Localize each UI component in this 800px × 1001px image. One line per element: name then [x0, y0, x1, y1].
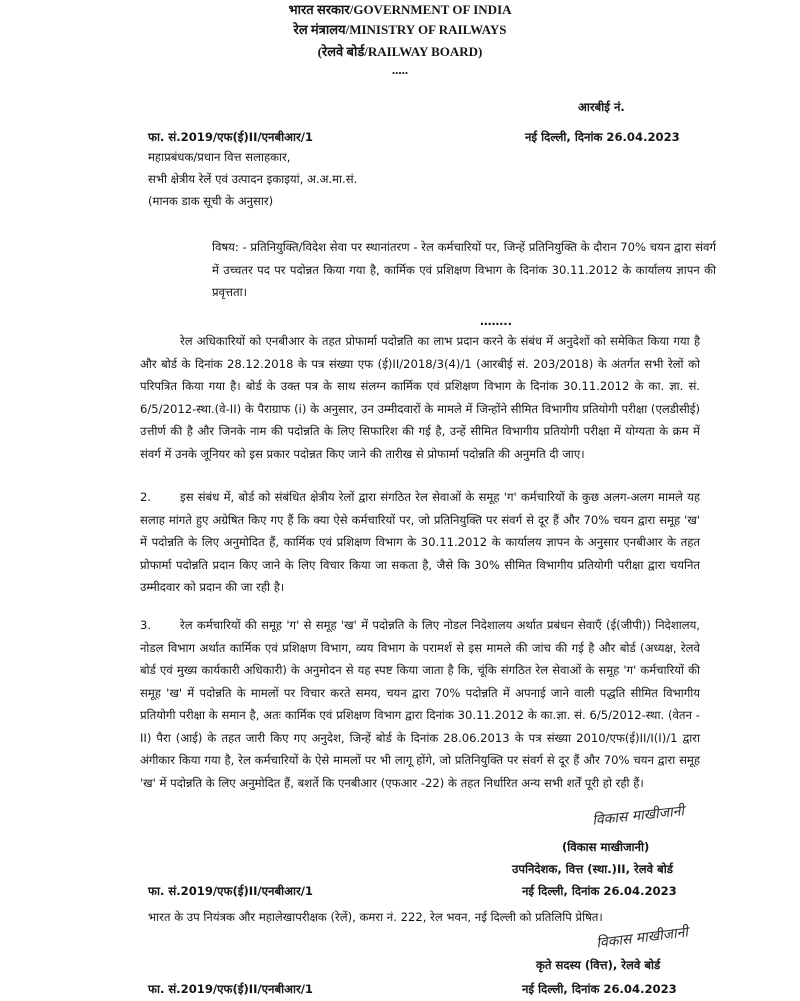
signatory-1-name: (विकास माखीजानी) [562, 840, 650, 854]
signatory-1-designation: उपनिदेशक, वित्त (स्था.)II, रेलवे बोर्ड [512, 862, 673, 876]
header-line-government: भारत सरकार/GOVERNMENT OF INDIA [288, 2, 512, 17]
copy-2-file-number: फा. सं.2019/एफ(ई)II/एनबीआर/1 [148, 982, 313, 996]
addressee-line-2: सभी क्षेत्रीय रेलें एवं उत्पादन इकाइयां, अ.अ.मा.सं. [148, 172, 358, 186]
copy-1-file-number: फा. सं.2019/एफ(ई)II/एनबीआर/1 [148, 884, 313, 898]
header-dots: ..... [391, 62, 409, 77]
paragraph-3: रेल कर्मचारियों की समूह 'ग' से समूह 'ख' में पदोन्नति के लिए नोडल निदेशालय अर्थात प्रबंधन सेवाएँ (ई(जीपी)) निदेशालय, नोडल विभाग अर्थात कार्मिक एवं प्रशिक्षण विभाग, व्यय विभाग के परामर्श से इस मामले की जांच की गई है और बोर्ड (अध्यक्ष, रेलवे बोर्ड एवं मुख्य कार्यकारी अधिकारी) के अनुमोदन से यह स्पष्ट किया जाता है कि, चूंकि संगठित रेल सेवाओं के समूह 'ग' कर्मचारियों की समूह 'ख' में पदोन्नति के मामलों पर विचार करते समय, चयन द्वारा 70% पदोन्नति में अपनाई जाने वाली पद्धति सीमित विभागीय प्रतियोगी परीक्षा के समान है, अतः कार्मिक एवं प्रशिक्षण विभाग द्वारा दिनांक 30.11.2012 के का.ज्ञा. सं. 6/5/2012-स्था. (वेतन -II) पैरा (आई) के तहत जारी किए गए अनुदेश, जिन्हें बोर्ड के दिनांक 28.06.2013 के पत्र संख्या 2010/एफ(ई)II/I(I)/1 द्वारा अंगीकार किया गया है, रेल कर्मचारियों के ऐसे मामलों पर भी लागू होंगे, जो प्रतिनियुक्ति पर संवर्ग से दूर हैं और 70% चयन द्वारा समूह 'ख' में पदोन्नति के लिए अनुमोदित हैं, बशर्ते कि एनबीआर (एफआर -22) के तहत निर्धारित अन्य सभी शर्तें पूरी हो रही हैं। [140, 618, 700, 790]
signature-1: विकास माखीजानी [591, 803, 685, 829]
subject: विषय: - प्रतिनियुक्ति/विदेश सेवा पर स्थानांतरण - रेल कर्मचारियों पर, जिन्हें प्रतिनियुक्ति के दौरान 70% चयन द्वारा संवर्ग में उच्चतर पद पर पदोन्नत किया गया है, कार्मिक एवं प्रशिक्षण विभाग के दिनांक 30.11.2012 के कार्यालय ज्ञापन की प्रवृत्तता। [212, 240, 716, 299]
copy-2-place-date: नई दिल्ली, दिनांक 26.04.2023 [522, 982, 677, 996]
signatory-2-designation: कृते सदस्य (वित्त), रेलवे बोर्ड [536, 958, 661, 972]
rbe-number-label: आरबीई नं. [578, 100, 625, 114]
header-line-board: (रेलवे बोर्ड/RAILWAY BOARD) [317, 44, 483, 59]
place-date: नई दिल्ली, दिनांक 26.04.2023 [525, 130, 680, 144]
file-number: फा. सं.2019/एफ(ई)II/एनबीआर/1 [148, 130, 313, 144]
copy-1-recipient: भारत के उप नियंत्रक और महालेखापरीक्षक (रेलें), कमरा नं. 222, रेल भवन, नई दिल्ली को प्रतिलिपि प्रेषित। [148, 910, 603, 924]
paragraph-3-number: 3. [140, 618, 152, 632]
addressee-line-1: महाप्रबंधक/प्रधान वित्त सलाहकार, [148, 150, 291, 164]
paragraph-2: इस संबंध में, बोर्ड को संबंधित क्षेत्रीय रेलों द्वारा संगठित रेल सेवाओं के समूह 'ग' कर्मचारियों के कुछ अलग-अलग मामले यह सलाह मांगते हुए अग्रेषित किए गए हैं कि क्या ऐसे कर्मचारियों पर, जो प्रतिनियुक्ति पर संवर्ग से दूर हैं और 70% चयन द्वारा समूह 'ख' में पदोन्नति के लिए अनुमोदित हैं, कार्मिक एवं प्रशिक्षण विभाग के 30.11.2012 के कार्यालय ज्ञापन के अनुसार एनबीआर के तहत प्रोफार्मा पदोन्नति प्रदान किए जाने के लिए विचार किया जा सकता है, जैसे कि 30% सीमित विभागीय प्रतियोगी परीक्षा द्वारा चयनित उम्मीदवार को प्रदान की जा रही है। [140, 490, 700, 594]
subject-separator: …….. [480, 314, 512, 328]
copy-1-place-date: नई दिल्ली, दिनांक 26.04.2023 [522, 884, 677, 898]
paragraph-2-number: 2. [140, 490, 152, 504]
header-line-ministry: रेल मंत्रालय/MINISTRY OF RAILWAYS [293, 22, 507, 37]
signature-2: विकास माखीजानी [595, 924, 689, 952]
addressee-line-3: (मानक डाक सूची के अनुसार) [148, 194, 274, 208]
paragraph-1: रेल अधिकारियों को एनबीआर के तहत प्रोफार्मा पदोन्नति का लाभ प्रदान करने के संबंध में अनुदेशों को समेकित किया गया है और बोर्ड के दिनांक 28.12.2018 के पत्र संख्या एफ (ई)II/2018/3(4)/1 (आरबीई सं. 203/2018) के अंतर्गत सभी रेलों को परिपत्रित किया गया है। बोर्ड के उक्त पत्र के साथ संलग्न कार्मिक एवं प्रशिक्षण विभाग के दिनांक 30.11.2012 के का. ज्ञा. सं. 6/5/2012-स्था.(वे-II) के पैराग्राफ (i) के अनुसार, उन उम्मीदवारों के मामले में जिन्होंने सीमित विभागीय प्रतियोगी परीक्षा (एलडीसीई) उत्तीर्ण की है और जिनके नाम की पदोन्नति के लिए सिफारिश की गई है, उन्हें सीमित विभागीय प्रतियोगी परीक्षा में योग्यता के क्रम में संवर्ग में उनके जूनियर को इस प्रकार पदोन्नत किए जाने की तारीख से प्रोफार्मा पदोन्नति की अनुमति दी जाए। [140, 334, 700, 461]
